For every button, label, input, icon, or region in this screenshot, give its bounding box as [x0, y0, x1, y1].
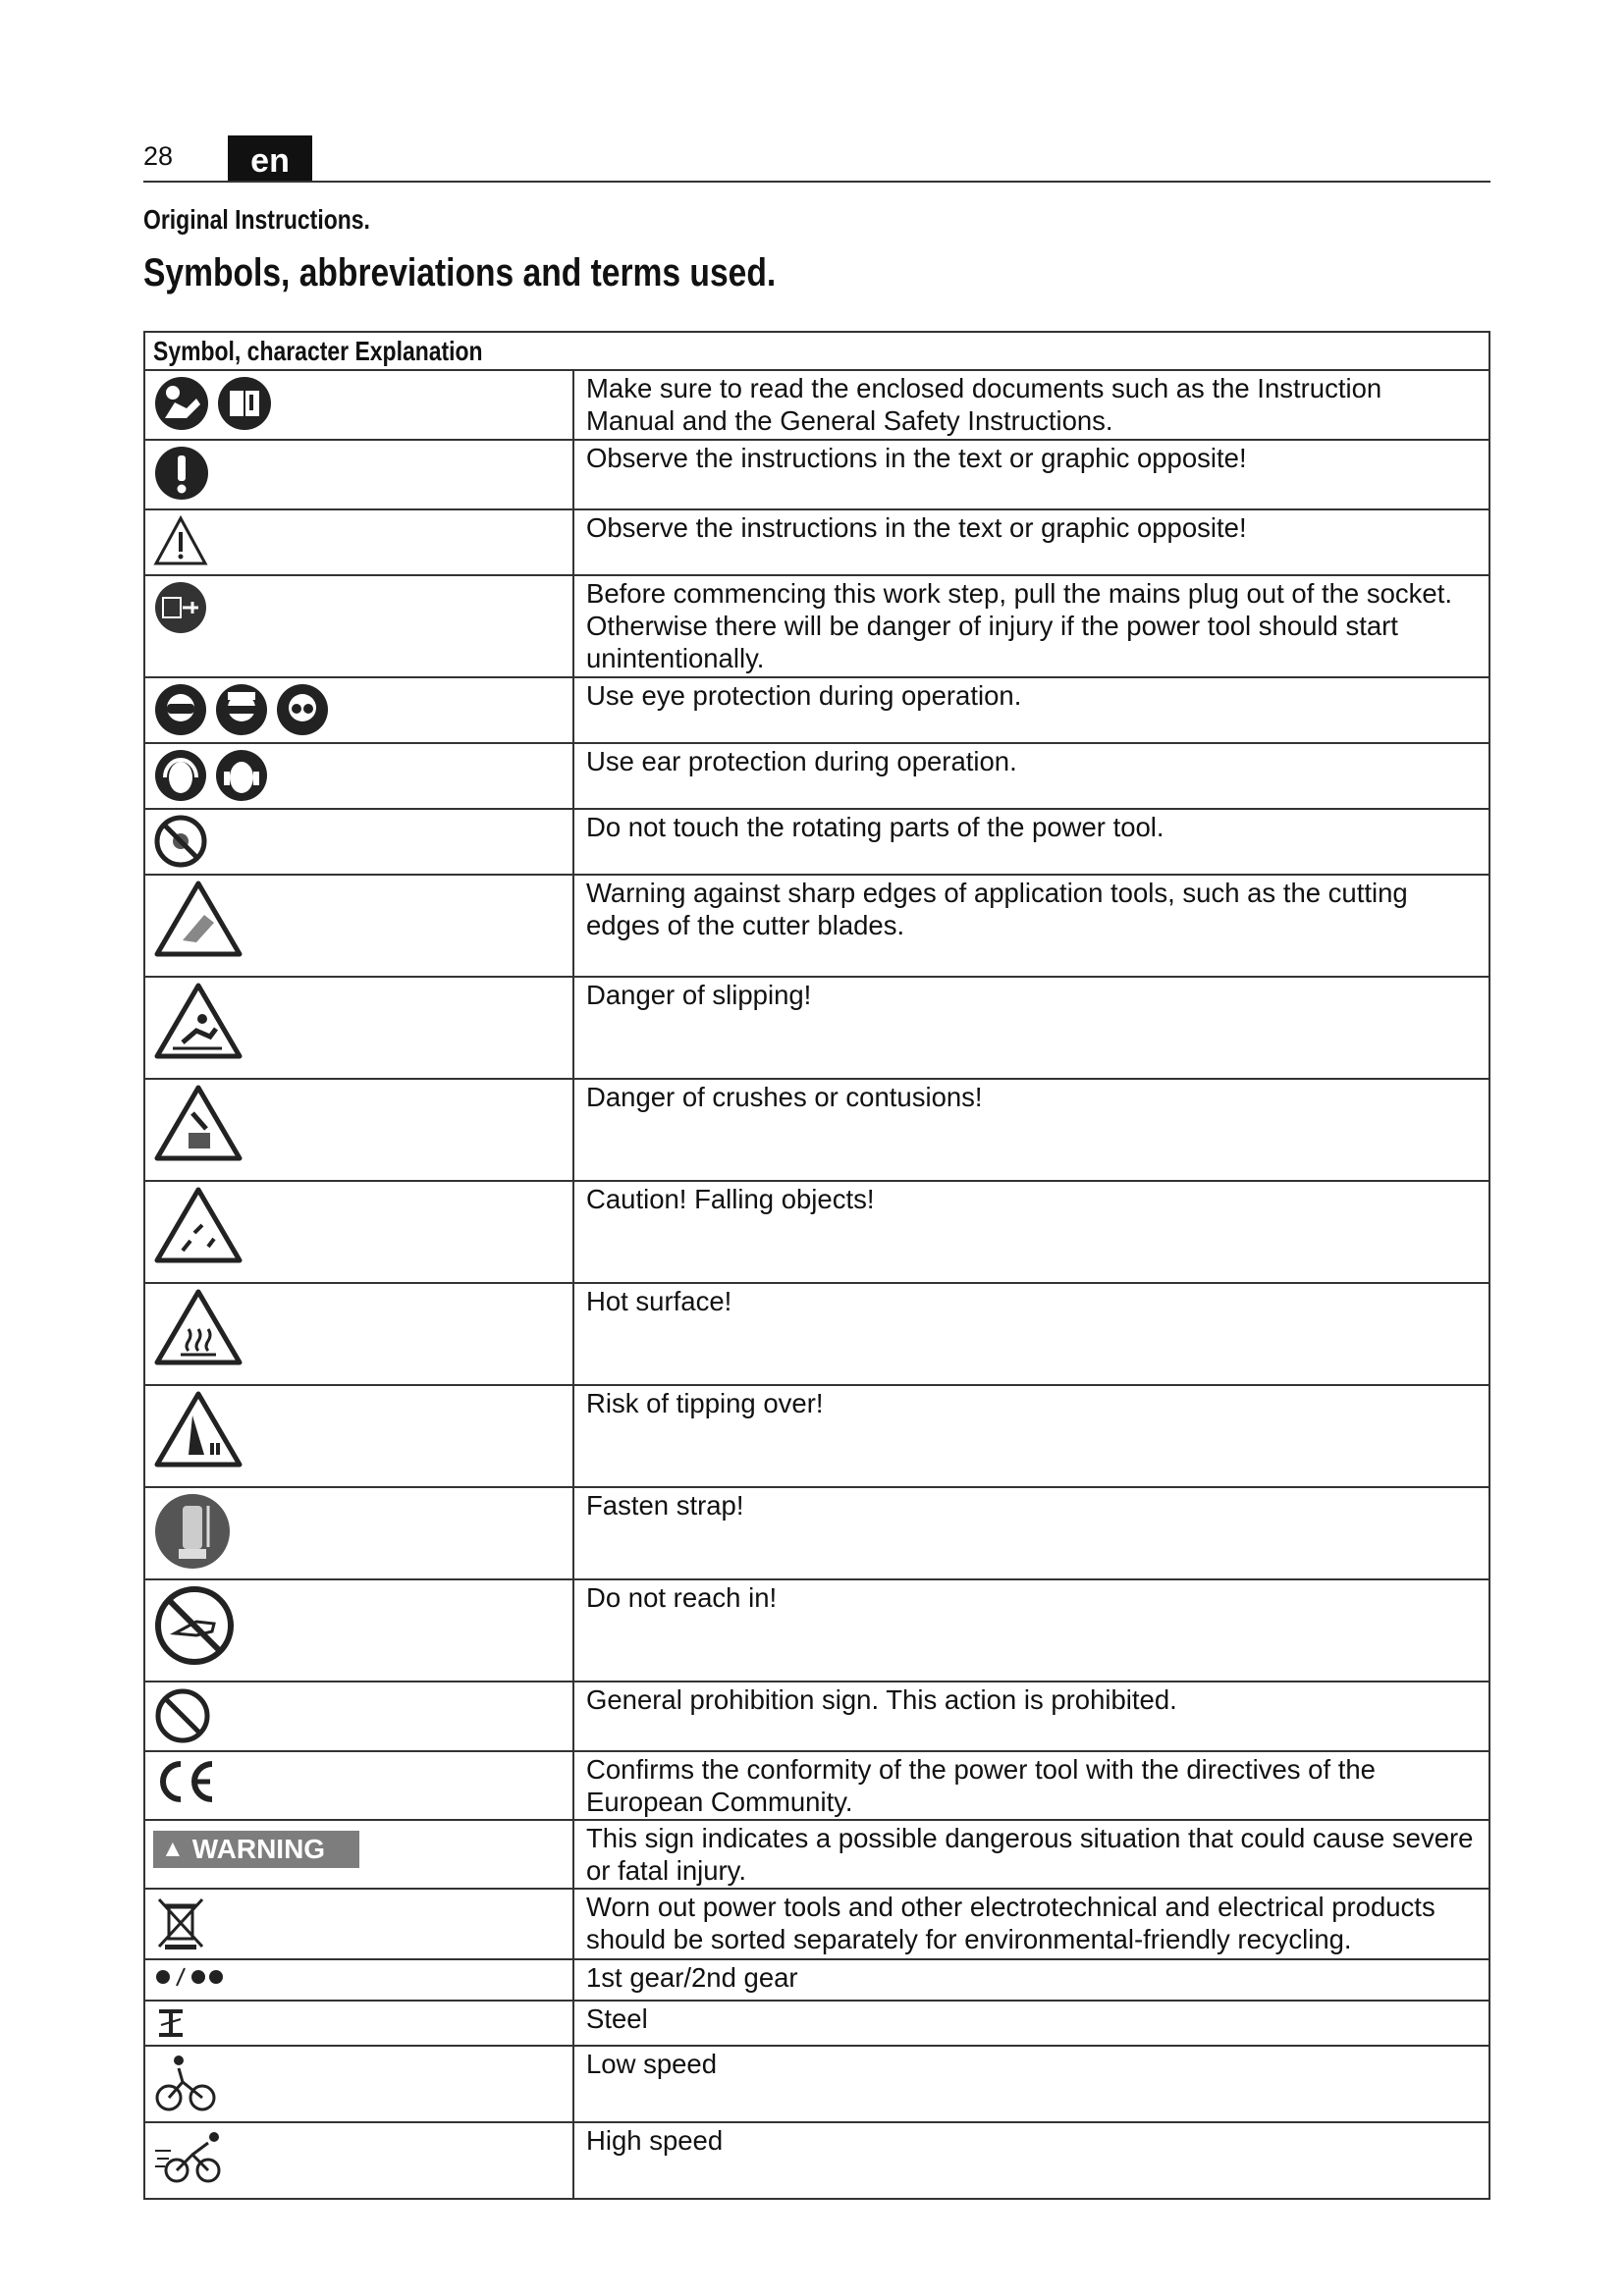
- table-row: [144, 677, 1489, 743]
- language-badge: en: [228, 135, 312, 181]
- unplug-icon: [153, 580, 208, 635]
- table-row: [144, 977, 1489, 1079]
- page-header: [143, 135, 1490, 183]
- symbols-table: [143, 331, 1490, 2200]
- table-row: [144, 2046, 1489, 2122]
- hot-surface-warning-icon: [153, 1288, 244, 1366]
- row-explanation: Before commencing this work step, pull the mains plug out of the socket. Otherwise there will be danger of injury if the power tool should start unintentionally.: [573, 575, 1489, 677]
- row-explanation: Steel: [573, 2001, 1489, 2046]
- read-manual-icon: [153, 375, 565, 432]
- row-explanation: Observe the instructions in the text or graphic opposite!: [573, 509, 1489, 575]
- table-row: [144, 1751, 1489, 1820]
- row-explanation: Use eye protection during operation.: [573, 677, 1489, 743]
- table-row: [144, 1959, 1489, 2001]
- document-subtitle: Original Instructions.: [143, 204, 370, 235]
- row-explanation: Warning against sharp edges of application tools, such as the cutting edges of the cutter blades.: [573, 875, 1489, 977]
- crush-warning-icon: [153, 1084, 244, 1162]
- table-row: [144, 1487, 1489, 1579]
- prohibition-icon: [153, 1686, 212, 1745]
- fasten-strap-icon: [153, 1492, 232, 1571]
- row-explanation: Danger of crushes or contusions!: [573, 1079, 1489, 1181]
- column-symbol-header: Symbol, character: [153, 335, 350, 366]
- row-explanation: General prohibition sign. This action is prohibited.: [573, 1682, 1489, 1751]
- table-row: [144, 1579, 1489, 1682]
- steel-beam-icon: [153, 2005, 189, 2041]
- tipping-warning-icon: [153, 1390, 244, 1468]
- row-explanation: Danger of slipping!: [573, 977, 1489, 1079]
- row-explanation: Confirms the conformity of the power tool with the directives of the European Community.: [573, 1751, 1489, 1820]
- weee-bin-icon: [153, 1894, 208, 1952]
- table-row: [144, 509, 1489, 575]
- row-explanation: Use ear protection during operation.: [573, 743, 1489, 809]
- table-row: [144, 575, 1489, 677]
- row-explanation: High speed: [573, 2122, 1489, 2199]
- row-explanation: Worn out power tools and other electrotechnical and electrical products should be sorted separately for environmental-friendly recycling.: [573, 1889, 1489, 1959]
- row-explanation: Caution! Falling objects!: [573, 1181, 1489, 1283]
- eye-protection-icon: [153, 682, 565, 737]
- table-row: [144, 2122, 1489, 2199]
- row-explanation: Observe the instructions in the text or graphic opposite!: [573, 440, 1489, 509]
- table-row: [144, 1283, 1489, 1385]
- row-explanation: 1st gear/2nd gear: [573, 1959, 1489, 2001]
- table-row: [144, 1385, 1489, 1487]
- section-title: Symbols, abbreviations and terms used.: [143, 251, 777, 294]
- row-explanation: This sign indicates a possible dangerous situation that could cause severe or fatal injury.: [573, 1820, 1489, 1889]
- row-explanation: Hot surface!: [573, 1283, 1489, 1385]
- table-row: [144, 2001, 1489, 2046]
- sharp-edges-warning-icon: [153, 880, 244, 958]
- table-header-row: [144, 332, 1489, 370]
- table-row: [144, 875, 1489, 977]
- table-header: [144, 332, 1489, 370]
- row-explanation: Fasten strap!: [573, 1487, 1489, 1579]
- warning-label-text: WARNING: [191, 1834, 326, 1864]
- row-explanation: Low speed: [573, 2046, 1489, 2122]
- page-number: 28: [143, 141, 174, 171]
- falling-objects-warning-icon: [153, 1186, 244, 1264]
- table-row: [144, 1820, 1489, 1889]
- table-row: [144, 1889, 1489, 1959]
- row-explanation: Do not reach in!: [573, 1579, 1489, 1682]
- high-speed-bicycle-icon: [153, 2127, 228, 2186]
- table-row: [144, 440, 1489, 509]
- ce-mark-icon: [153, 1756, 222, 1807]
- low-speed-bicycle-icon: [153, 2051, 218, 2115]
- table-row: [144, 370, 1489, 440]
- warning-label-icon: ▲ WARNING: [153, 1831, 359, 1868]
- slipping-warning-icon: [153, 982, 244, 1060]
- column-explanation-header: Explanation: [354, 335, 483, 366]
- no-touch-rotating-icon: [153, 814, 208, 869]
- row-explanation: Do not touch the rotating parts of the power tool.: [573, 809, 1489, 875]
- table-row: [144, 743, 1489, 809]
- warning-triangle-icon: [153, 514, 208, 567]
- mandatory-exclamation-icon: [153, 445, 210, 502]
- row-explanation: Make sure to read the enclosed documents such as the Instruction Manual and the General Safety Instructions.: [573, 370, 1489, 440]
- no-reach-in-icon: [153, 1584, 236, 1667]
- table-row: [144, 1079, 1489, 1181]
- ear-protection-icon: [153, 748, 565, 803]
- table-row: [144, 1682, 1489, 1751]
- row-explanation: Risk of tipping over!: [573, 1385, 1489, 1487]
- gear-dots-icon: [153, 1964, 242, 1990]
- table-row: [144, 809, 1489, 875]
- table-row: [144, 1181, 1489, 1283]
